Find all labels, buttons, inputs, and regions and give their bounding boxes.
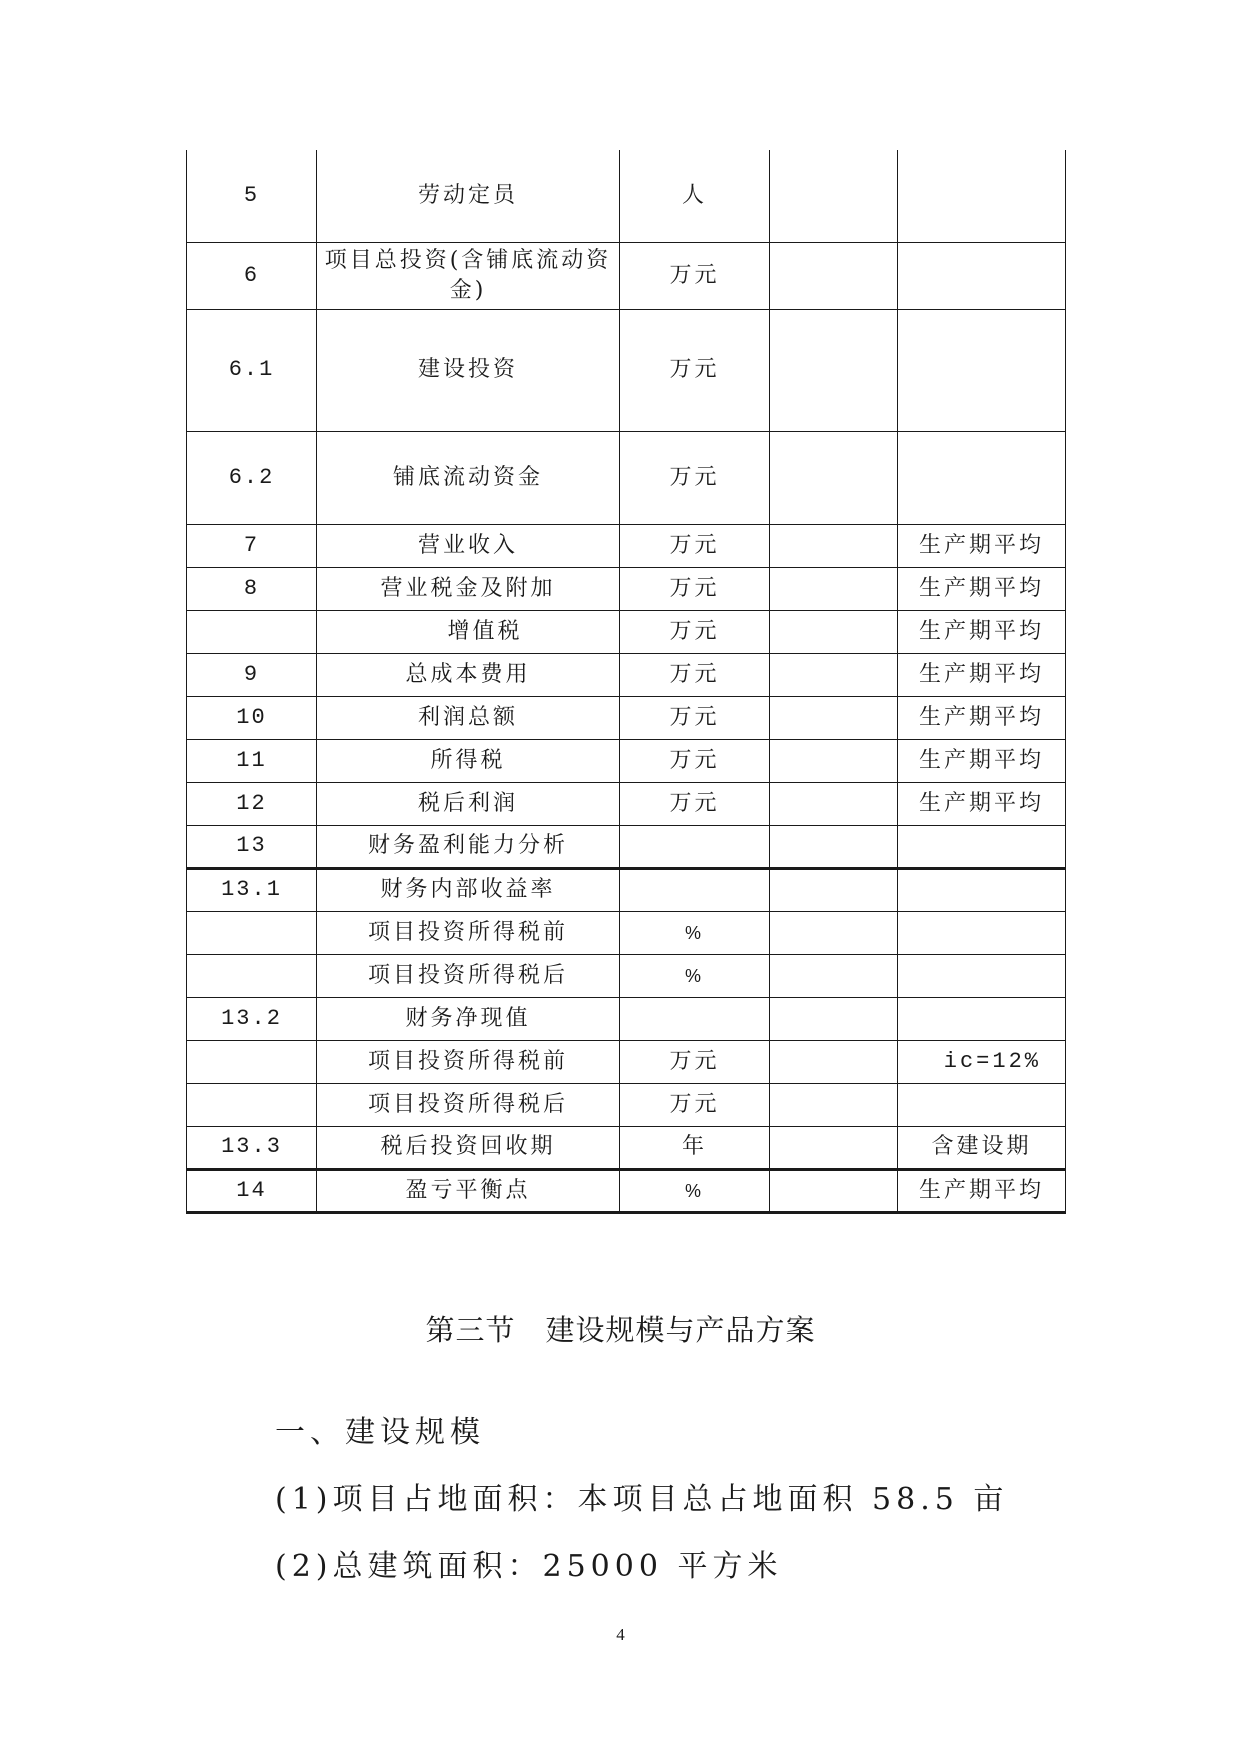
remark-cell xyxy=(898,868,1066,911)
indicator-name: 劳动定员 xyxy=(317,150,620,242)
remark-cell xyxy=(898,911,1066,954)
remark-cell xyxy=(898,1083,1066,1126)
subheading-construction-scale: 一、建设规模 xyxy=(275,1415,485,1450)
table-row xyxy=(187,696,1066,739)
unit-cell: 万元 xyxy=(620,653,770,696)
value-cell xyxy=(770,309,898,431)
row-number: 10 xyxy=(187,696,317,739)
value-cell xyxy=(770,567,898,610)
remark-cell xyxy=(898,150,1066,242)
unit-cell: 万元 xyxy=(620,242,770,309)
value-cell xyxy=(770,782,898,825)
table-row xyxy=(187,653,1066,696)
indicator-name: 建设投资 xyxy=(317,309,620,431)
table-row xyxy=(187,1126,1066,1169)
value-cell xyxy=(770,242,898,309)
value-cell xyxy=(770,610,898,653)
table-row xyxy=(187,309,1066,431)
indicator-name: 增值税 xyxy=(317,610,620,653)
indicator-name: 项目投资所得税前 xyxy=(317,1040,620,1083)
table-row xyxy=(187,431,1066,524)
value-cell xyxy=(770,1126,898,1169)
indicator-name: 财务盈利能力分析 xyxy=(317,825,620,868)
remark-cell: ic=12% xyxy=(898,1040,1066,1083)
row-number: 13.3 xyxy=(187,1126,317,1169)
indicator-name: 总成本费用 xyxy=(317,653,620,696)
unit-cell: % xyxy=(620,911,770,954)
row-number: 13.2 xyxy=(187,997,317,1040)
remark-cell: 生产期平均 xyxy=(898,653,1066,696)
table-row xyxy=(187,782,1066,825)
unit-cell: 万元 xyxy=(620,1083,770,1126)
row-number: 13.1 xyxy=(187,868,317,911)
indicator-name: 项目投资所得税后 xyxy=(317,954,620,997)
table-row xyxy=(187,1169,1066,1212)
table-row xyxy=(187,954,1066,997)
table-row xyxy=(187,1083,1066,1126)
indicator-name: 财务内部收益率 xyxy=(317,868,620,911)
row-number xyxy=(187,610,317,653)
table-row xyxy=(187,739,1066,782)
row-number: 6.1 xyxy=(187,309,317,431)
remark-cell: 生产期平均 xyxy=(898,739,1066,782)
list-item-land-area: (1)项目占地面积：本项目总占地面积 58.5 亩 xyxy=(275,1482,1009,1517)
remark-cell: 生产期平均 xyxy=(898,1169,1066,1212)
row-number: 8 xyxy=(187,567,317,610)
row-number xyxy=(187,911,317,954)
remark-cell xyxy=(898,242,1066,309)
table-row xyxy=(187,610,1066,653)
remark-cell xyxy=(898,431,1066,524)
unit-cell: 万元 xyxy=(620,610,770,653)
row-number: 7 xyxy=(187,524,317,567)
value-cell xyxy=(770,954,898,997)
value-cell xyxy=(770,739,898,782)
remark-cell xyxy=(898,997,1066,1040)
value-cell xyxy=(770,1040,898,1083)
remark-cell: 生产期平均 xyxy=(898,567,1066,610)
row-number xyxy=(187,1083,317,1126)
row-number: 14 xyxy=(187,1169,317,1212)
remark-cell: 含建设期 xyxy=(898,1126,1066,1169)
value-cell xyxy=(770,524,898,567)
indicator-name: 铺底流动资金 xyxy=(317,431,620,524)
indicator-name: 项目总投资(含铺底流动资金) xyxy=(317,242,620,309)
row-number: 11 xyxy=(187,739,317,782)
row-number xyxy=(187,1040,317,1083)
page-number: 4 xyxy=(616,1625,625,1644)
indicator-name: 项目投资所得税后 xyxy=(317,1083,620,1126)
indicator-name: 项目投资所得税前 xyxy=(317,911,620,954)
table-row xyxy=(187,868,1066,911)
value-cell xyxy=(770,653,898,696)
unit-cell: 万元 xyxy=(620,1040,770,1083)
unit-cell: % xyxy=(620,1169,770,1212)
indicator-name: 营业收入 xyxy=(317,524,620,567)
value-cell xyxy=(770,1169,898,1212)
unit-cell xyxy=(620,868,770,911)
indicator-name: 所得税 xyxy=(317,739,620,782)
section-title: 第三节 建设规模与产品方案 xyxy=(425,1313,816,1347)
remark-cell: 生产期平均 xyxy=(898,610,1066,653)
unit-cell: 人 xyxy=(620,150,770,242)
row-number: 5 xyxy=(187,150,317,242)
remark-cell: 生产期平均 xyxy=(898,696,1066,739)
indicator-name: 盈亏平衡点 xyxy=(317,1169,620,1212)
value-cell xyxy=(770,911,898,954)
unit-cell: % xyxy=(620,954,770,997)
unit-cell: 万元 xyxy=(620,524,770,567)
table-row xyxy=(187,825,1066,868)
value-cell xyxy=(770,997,898,1040)
value-cell xyxy=(770,825,898,868)
list-item-building-area: (2)总建筑面积：25000 平方米 xyxy=(275,1549,783,1584)
indicator-name: 税后投资回收期 xyxy=(317,1126,620,1169)
table-row xyxy=(187,524,1066,567)
value-cell xyxy=(770,431,898,524)
unit-cell: 年 xyxy=(620,1126,770,1169)
row-number: 6.2 xyxy=(187,431,317,524)
unit-cell: 万元 xyxy=(620,696,770,739)
remark-cell xyxy=(898,954,1066,997)
row-number: 12 xyxy=(187,782,317,825)
indicator-name: 营业税金及附加 xyxy=(317,567,620,610)
row-number: 13 xyxy=(187,825,317,868)
row-number: 9 xyxy=(187,653,317,696)
value-cell xyxy=(770,696,898,739)
unit-cell: 万元 xyxy=(620,309,770,431)
remark-cell: 生产期平均 xyxy=(898,782,1066,825)
value-cell xyxy=(770,150,898,242)
table-row xyxy=(187,150,1066,242)
unit-cell xyxy=(620,825,770,868)
remark-cell xyxy=(898,309,1066,431)
table-row xyxy=(187,567,1066,610)
indicator-table xyxy=(186,150,1066,1214)
unit-cell: 万元 xyxy=(620,567,770,610)
value-cell xyxy=(770,1083,898,1126)
row-number xyxy=(187,954,317,997)
unit-cell: 万元 xyxy=(620,739,770,782)
unit-cell: 万元 xyxy=(620,431,770,524)
unit-cell: 万元 xyxy=(620,782,770,825)
indicator-name: 税后利润 xyxy=(317,782,620,825)
unit-cell xyxy=(620,997,770,1040)
table-row xyxy=(187,1040,1066,1083)
value-cell xyxy=(770,868,898,911)
remark-cell xyxy=(898,825,1066,868)
row-number: 6 xyxy=(187,242,317,309)
indicator-name: 财务净现值 xyxy=(317,997,620,1040)
indicator-name: 利润总额 xyxy=(317,696,620,739)
table-row xyxy=(187,997,1066,1040)
table-row xyxy=(187,242,1066,309)
table-row xyxy=(187,911,1066,954)
remark-cell: 生产期平均 xyxy=(898,524,1066,567)
